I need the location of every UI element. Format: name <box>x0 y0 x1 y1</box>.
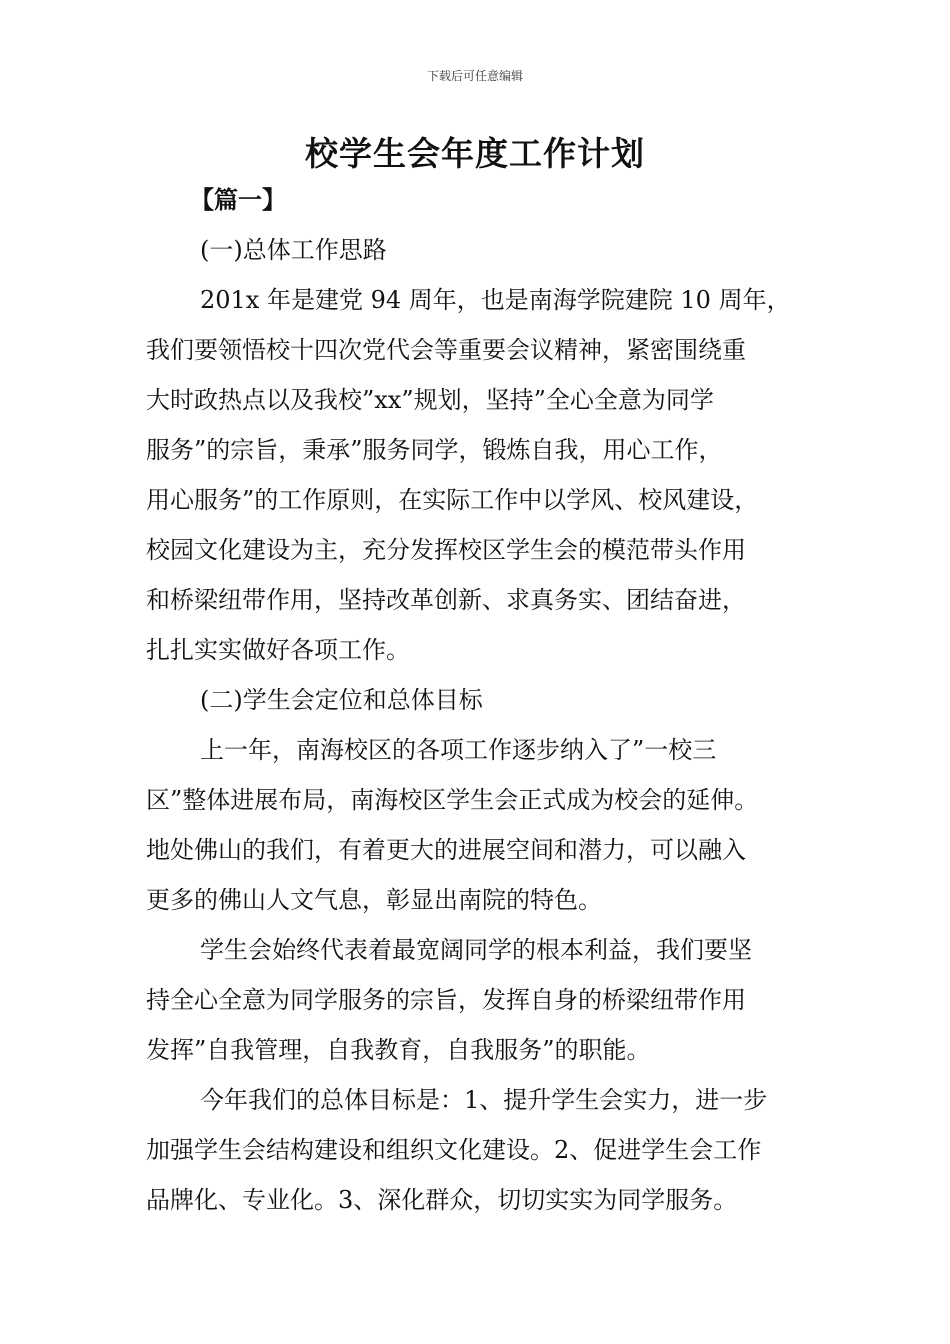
paragraph-line: 服务”的宗旨，秉承”服务同学，锻炼自我，用心工作， <box>146 436 723 464</box>
subheading: (二)学生会定位和总体目标 <box>200 686 483 714</box>
paragraph-line: 学生会始终代表着最宽阔同学的根本利益，我们要坚 <box>200 936 752 964</box>
paragraph-line: 大时政热点以及我校”xx”规划，坚持”全心全意为同学 <box>146 386 714 414</box>
paragraph-line: 区”整体进展布局，南海校区学生会正式成为校会的延伸。 <box>146 786 759 814</box>
paragraph-line: 持全心全意为同学服务的宗旨，发挥自身的桥梁纽带作用 <box>146 986 746 1014</box>
header-note: 下载后可任意编辑 <box>426 69 523 83</box>
subheading: (一)总体工作思路 <box>200 236 387 264</box>
paragraph-line: 扎扎实实做好各项工作。 <box>146 636 410 664</box>
paragraph-line: 和桥梁纽带作用，坚持改革创新、求真务实、团结奋进， <box>146 586 746 614</box>
paragraph-line: 201x 年是建党 94 周年，也是南海学院建院 10 周年， <box>200 286 791 314</box>
paragraph-line: 我们要领悟校十四次党代会等重要会议精神，紧密围绕重 <box>146 336 746 364</box>
paragraph-line: 今年我们的总体目标是：1、提升学生会实力，进一步 <box>200 1086 768 1114</box>
paragraph-line: 上一年，南海校区的各项工作逐步纳入了”一校三 <box>200 736 717 764</box>
paragraph-line: 品牌化、专业化。3、深化群众，切切实实为同学服务。 <box>146 1186 738 1214</box>
document-title: 校学生会年度工作计划 <box>305 134 645 173</box>
paragraph-line: 发挥”自我管理，自我教育，自我服务”的职能。 <box>146 1036 651 1064</box>
paragraph-line: 地处佛山的我们，有着更大的进展空间和潜力，可以融入 <box>146 836 746 864</box>
paragraph-line: 用心服务”的工作原则，在实际工作中以学风、校风建设， <box>146 486 759 514</box>
paragraph-line: 校园文化建设为主，充分发挥校区学生会的模范带头作用 <box>146 536 746 564</box>
paragraph-line: 加强学生会结构建设和组织文化建设。2、促进学生会工作 <box>146 1136 762 1164</box>
paragraph-line: 更多的佛山人文气息，彰显出南院的特色。 <box>146 886 602 914</box>
section-heading: 【篇一】 <box>190 186 286 214</box>
